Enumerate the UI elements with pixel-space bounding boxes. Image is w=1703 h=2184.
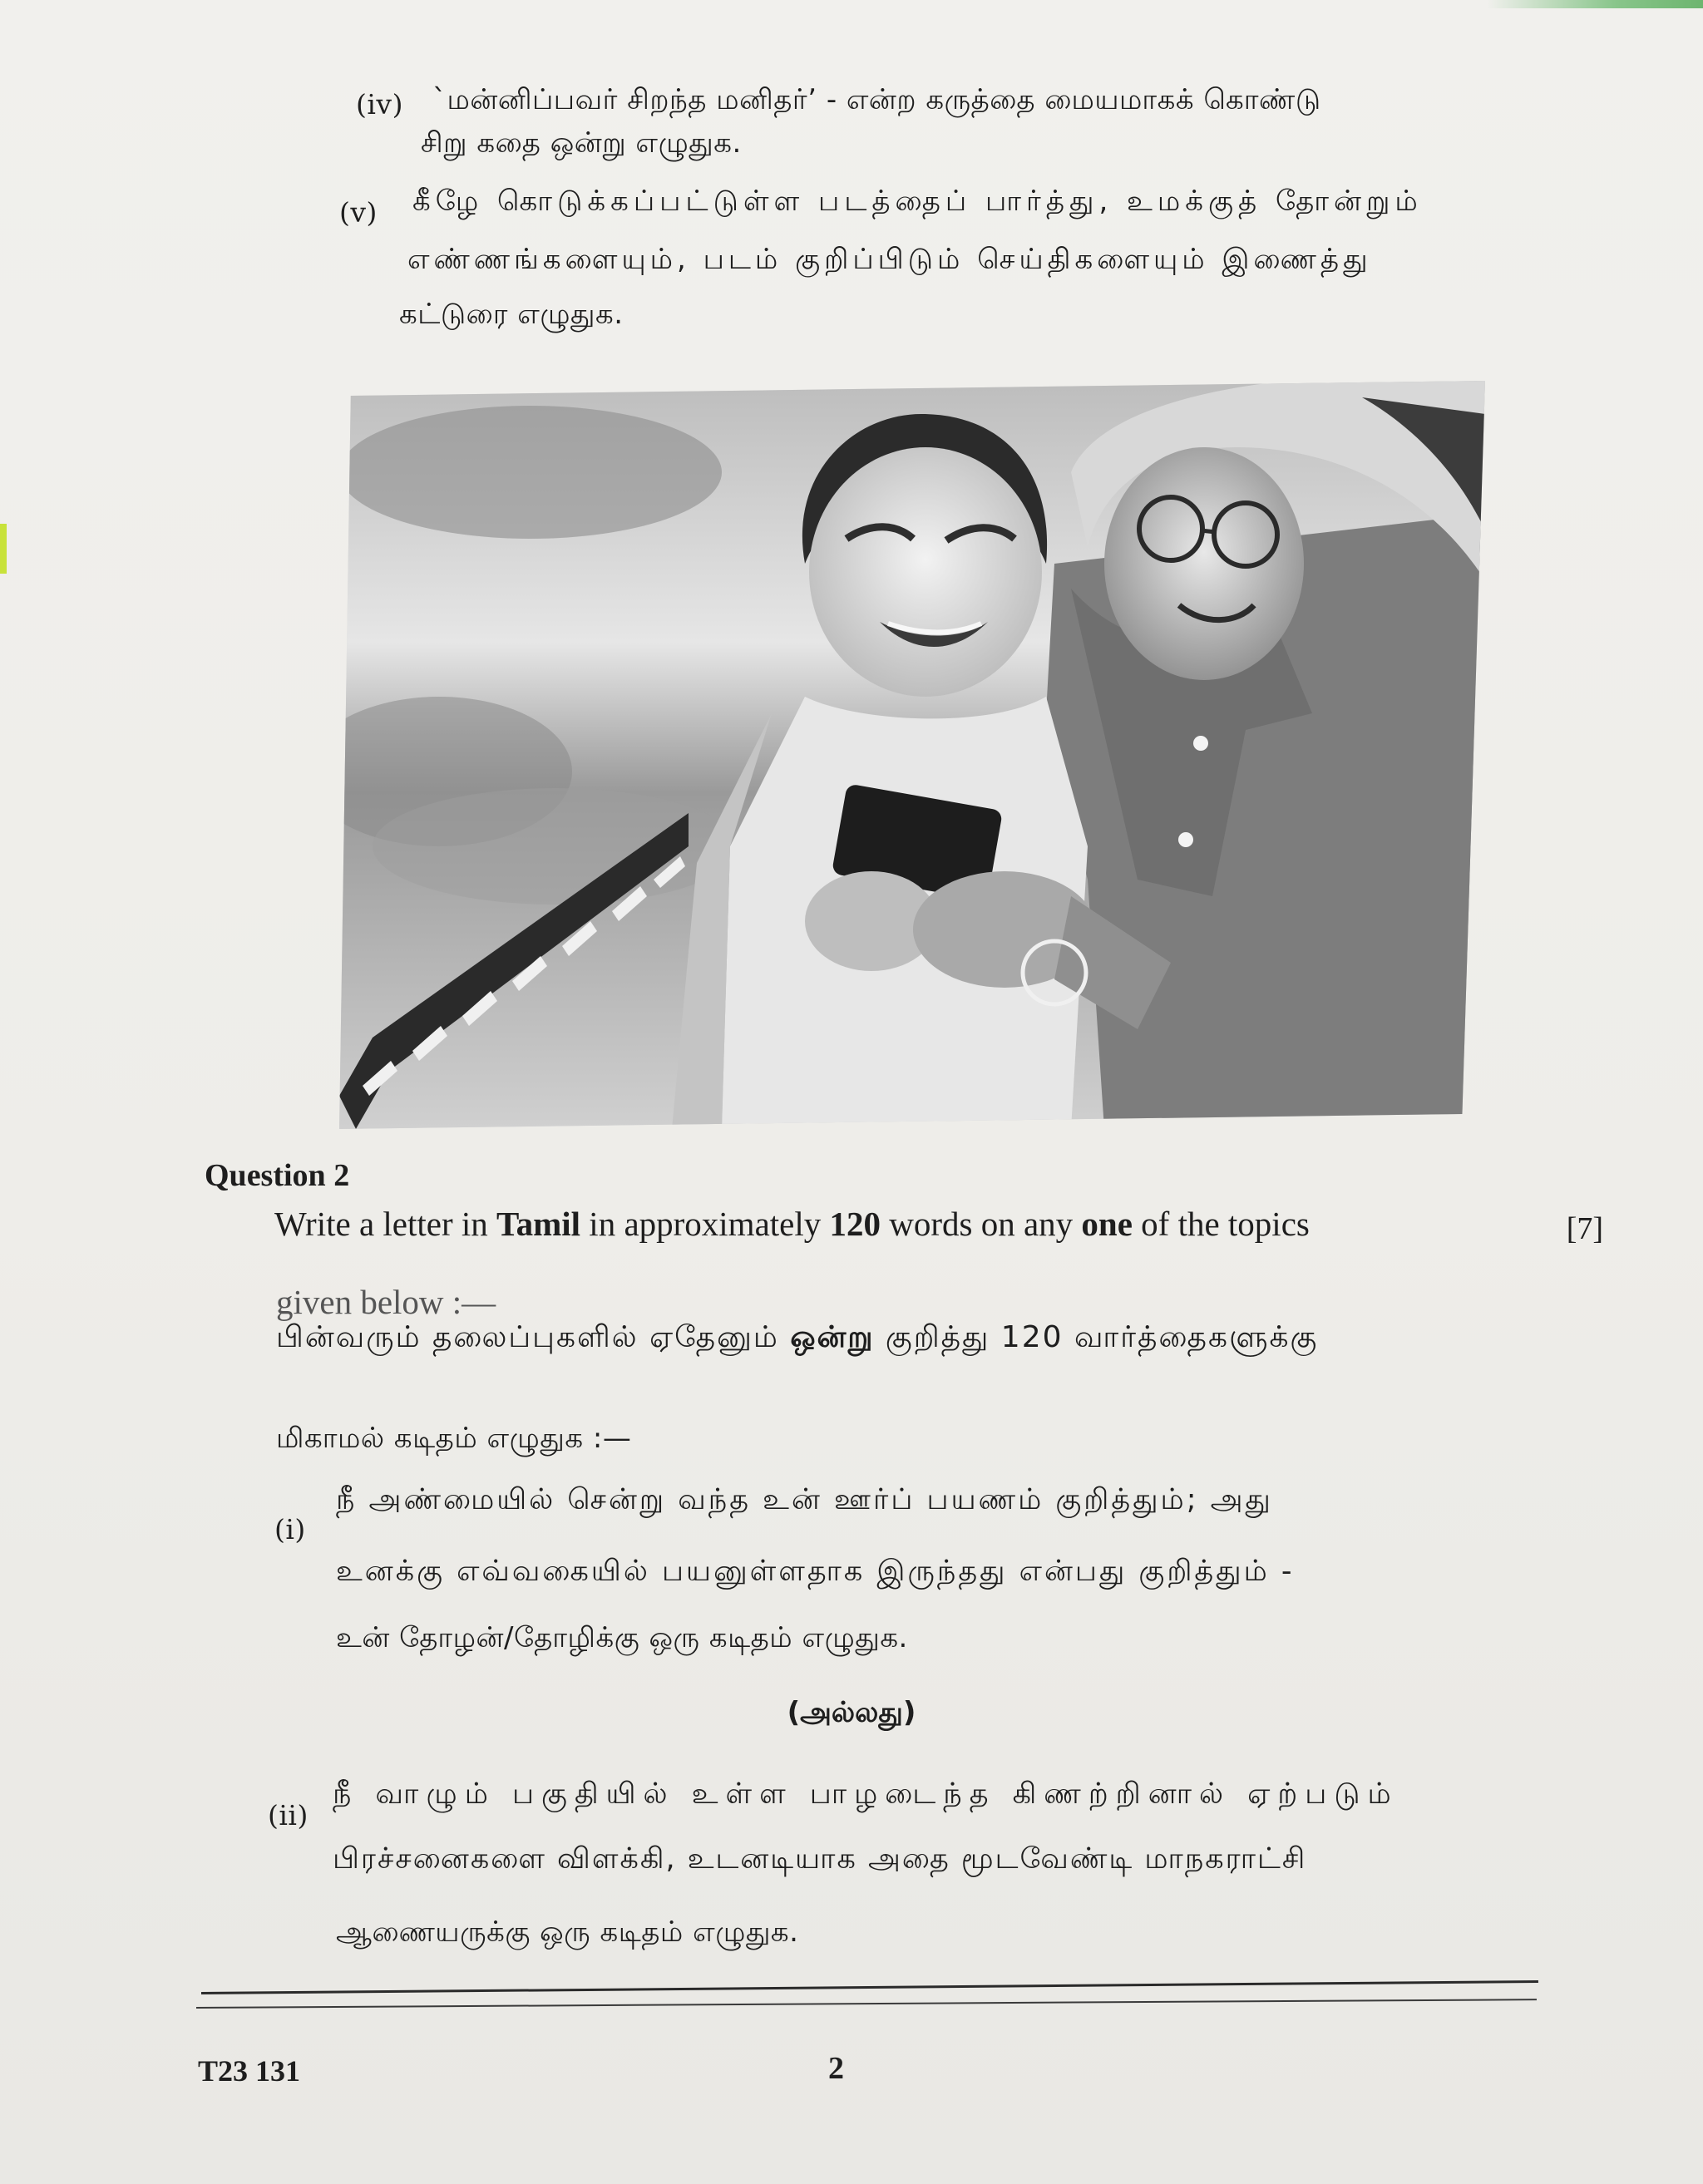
instr-bold-120: 120	[829, 1205, 881, 1243]
option-i-line2: உனக்கு எவ்வகையில் பயனுள்ளதாக இருந்தது என்பது குறித்தும் -	[336, 1555, 1295, 1588]
option-i-line3: உன் தோழன்/தோழிக்கு ஒரு கடிதம் எழுதுக.	[336, 1621, 908, 1654]
footer-rule-top	[201, 1980, 1538, 1994]
option-i-number: (i)	[274, 1513, 306, 1546]
item-iv-number: (iv)	[356, 88, 403, 121]
option-ii-line3: ஆணையருக்கு ஒரு கடிதம் எழுதுக.	[336, 1915, 799, 1949]
instr-text-c: words on any	[881, 1205, 1082, 1243]
instr-bold-tamil: Tamil	[496, 1205, 581, 1243]
instr-text-d: of the topics	[1132, 1205, 1310, 1243]
instr-text-a: Write a letter in	[274, 1205, 497, 1243]
green-marker-stain	[1487, 0, 1703, 8]
highlighter-mark	[0, 524, 7, 574]
instr-text-b: in approximately	[580, 1205, 830, 1243]
paper-code: T23 131	[198, 2054, 301, 2088]
item-iv-line2: சிறு கதை ஒன்று எழுதுக.	[421, 126, 742, 160]
tamil-instruction-line1	[276, 1320, 1318, 1358]
question-2-instruction-line1	[274, 1204, 1310, 1244]
item-v-number: (v)	[339, 196, 378, 229]
item-v-line1: கீழே கொடுக்கப்பட்டுள்ள படத்தைப் பார்த்து, உமக்குத் தோன்றும்	[412, 185, 1423, 218]
question-2-heading: Question 2	[205, 1158, 350, 1193]
option-ii-line2: பிரச்சனைகளை விளக்கி, உடனடியாக அதை மூடவேண்டி மாநகராட்சி	[333, 1842, 1307, 1876]
or-separator: (அல்லது)	[787, 1696, 916, 1729]
marks-label: [7]	[1566, 1211, 1603, 1246]
item-iv-line1: `மன்னிப்பவர் சிறந்த மனிதர்’ - என்ற கருத்தை மையமாகக் கொண்டு	[432, 83, 1321, 116]
tamil-instruction-line2: மிகாமல் கடிதம் எழுதுக :—	[276, 1422, 632, 1455]
tamil-instr-a: பின்வரும் தலைப்புகளில் ஏதேனும்	[276, 1320, 791, 1354]
photo-illustration	[339, 381, 1485, 1129]
grandmother-girl-phone-photo	[339, 381, 1485, 1129]
tamil-instr-b: குறித்து 120 வார்த்தைகளுக்கு	[874, 1320, 1319, 1354]
tamil-instr-bold-one: ஒன்று	[790, 1320, 875, 1354]
item-v-line2: எண்ணங்களையும், படம் குறிப்பிடும் செய்திகளையும் இணைத்து	[407, 243, 1372, 276]
option-ii-line1: நீ வாழும் பகுதியில் உள்ள பாழடைந்த கிணற்றினால் ஏற்படும்	[333, 1777, 1399, 1811]
instr-bold-one: one	[1081, 1205, 1133, 1243]
item-v-line3: கட்டுரை எழுதுக.	[399, 298, 624, 331]
page-number: 2	[828, 2051, 844, 2086]
question-2-instruction-line2: given below :—	[276, 1283, 496, 1321]
option-i-line1: நீ அண்மையில் சென்று வந்த உன் ஊர்ப் பயணம் குறித்தும்; அது	[336, 1483, 1273, 1516]
option-ii-number: (ii)	[268, 1799, 309, 1832]
footer-rule-bottom	[196, 1999, 1537, 2009]
